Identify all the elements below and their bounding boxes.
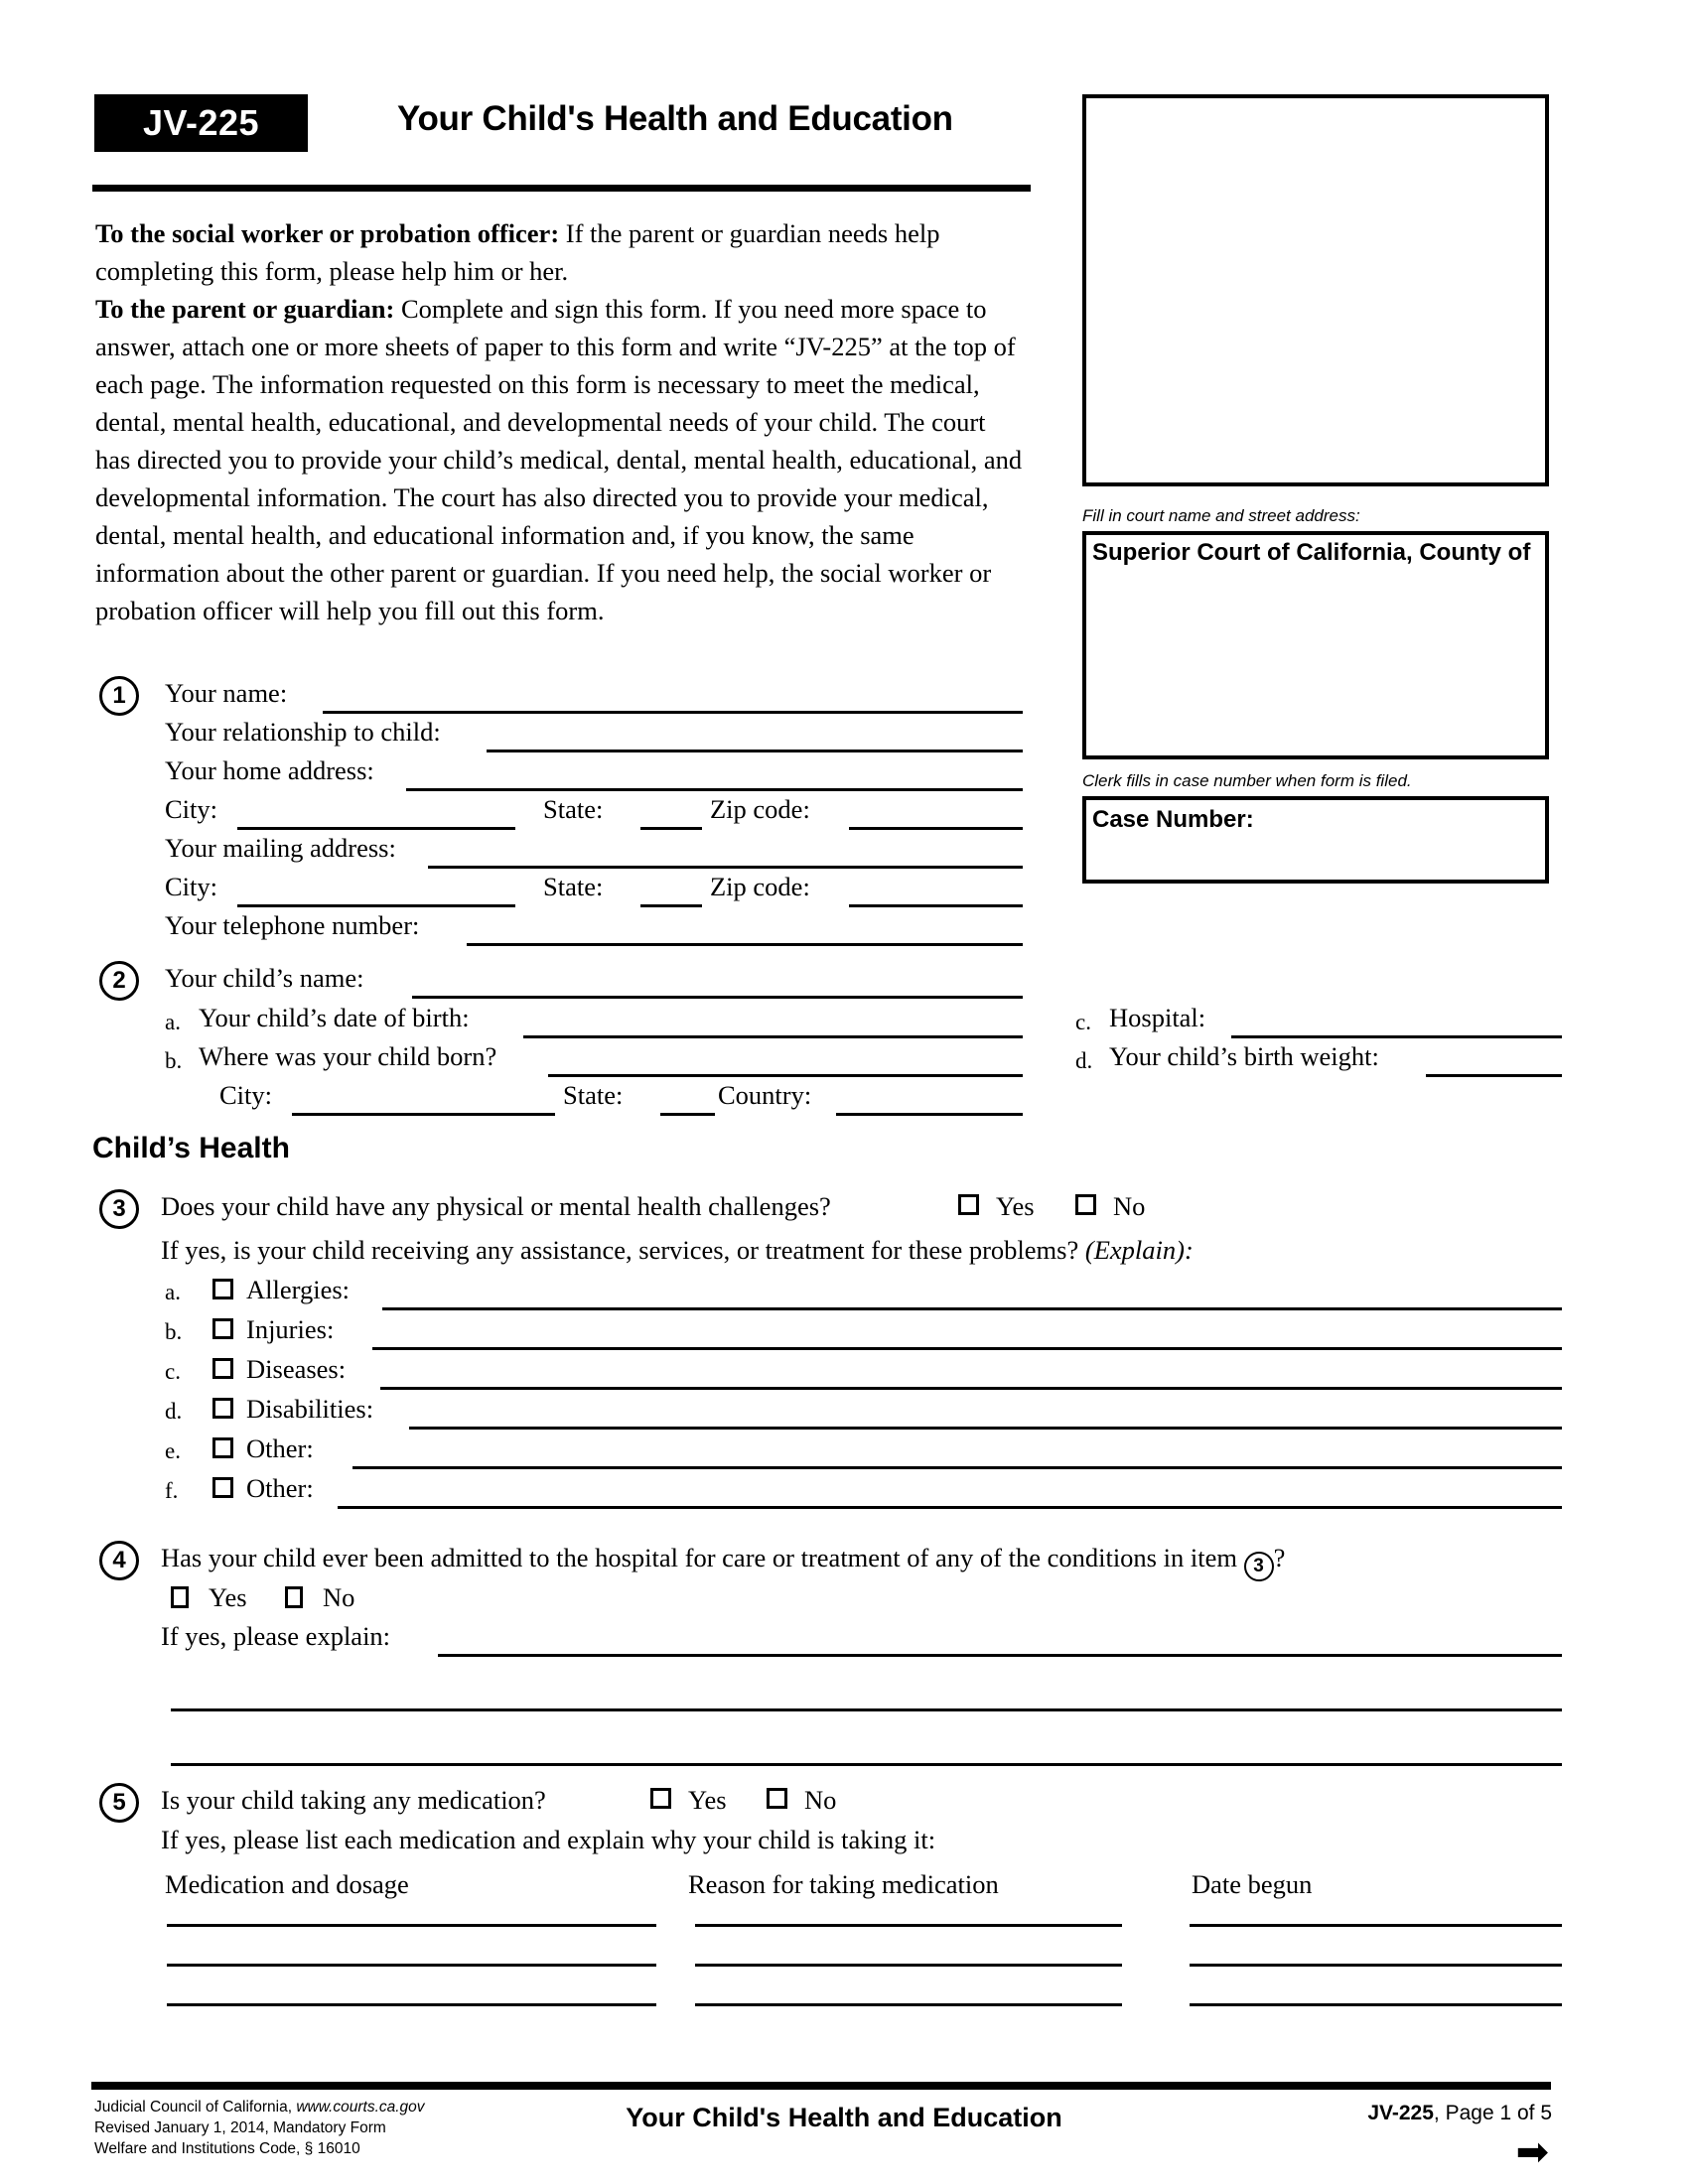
- label-item5-followup: If yes, please list each medication and explain why your child is taking it:: [161, 1825, 936, 1854]
- question-health-challenges: Does your child have any physical or mental health challenges?: [161, 1191, 831, 1221]
- question-medication: Is your child taking any medication?: [161, 1785, 546, 1815]
- field-birth-country[interactable]: [836, 1113, 1023, 1116]
- label-diseases: Diseases:: [246, 1354, 347, 1384]
- label-2b-letter: b.: [165, 1048, 183, 1073]
- clerk-stamp-box[interactable]: [1082, 94, 1549, 486]
- checkbox-allergies[interactable]: [212, 1279, 233, 1299]
- label-home-state: State:: [543, 794, 604, 824]
- label-3b-letter: b.: [165, 1319, 183, 1344]
- field-mailing-zip[interactable]: [849, 904, 1023, 907]
- footer-page-info: [1367, 2102, 1552, 2125]
- label-3a-letter: a.: [165, 1280, 181, 1304]
- field-mailing-state[interactable]: [640, 904, 702, 907]
- footer-line-2: Revised January 1, 2014, Mandatory Form: [94, 2119, 386, 2136]
- label-item4-explain: If yes, please explain:: [161, 1621, 391, 1651]
- field-medication-r3c1[interactable]: [167, 2003, 656, 2006]
- question-item3-explain: (Explain):: [1084, 1235, 1194, 1265]
- checkbox-item4-no[interactable]: [285, 1586, 303, 1608]
- label-child-dob: Your child’s date of birth:: [199, 1003, 470, 1032]
- checkbox-item5-yes[interactable]: [650, 1788, 671, 1809]
- field-home-address[interactable]: [406, 788, 1023, 791]
- label-item5-no: No: [804, 1785, 837, 1815]
- field-injuries[interactable]: [372, 1347, 1562, 1350]
- item-4-number: 4: [99, 1541, 139, 1580]
- label-item3-no: No: [1113, 1191, 1146, 1221]
- column-header-reason: Reason for taking medication: [688, 1869, 999, 1899]
- instruction-social-worker-bold: To the social worker or probation officer:: [95, 218, 560, 248]
- checkbox-item4-yes[interactable]: [171, 1586, 189, 1608]
- label-3d-letter: d.: [165, 1399, 183, 1424]
- footer-form-number: JV-225: [1367, 2102, 1434, 2124]
- label-home-city: City:: [165, 794, 218, 824]
- label-item3-yes: Yes: [996, 1191, 1035, 1221]
- field-medication-r3c3[interactable]: [1190, 2003, 1562, 2006]
- field-child-dob[interactable]: [523, 1035, 1023, 1038]
- label-disabilities: Disabilities:: [246, 1394, 374, 1424]
- label-child-name: Your child’s name:: [165, 963, 364, 993]
- field-hospital[interactable]: [1231, 1035, 1562, 1038]
- checkbox-injuries[interactable]: [212, 1318, 233, 1339]
- header-divider: [92, 185, 1031, 192]
- field-medication-r1c2[interactable]: [695, 1924, 1122, 1927]
- question-item3-followup: [161, 1237, 1194, 1264]
- field-medication-r1c1[interactable]: [167, 1924, 656, 1927]
- label-mailing-city: City:: [165, 872, 218, 901]
- label-child-birthplace: Where was your child born?: [199, 1041, 497, 1071]
- field-item4-explain-line-3[interactable]: [171, 1763, 1562, 1766]
- question-hospital-admission-text: Has your child ever been admitted to the hospital for care or treatment of any of the conditions in item: [161, 1543, 1237, 1572]
- label-3f-letter: f.: [165, 1478, 179, 1503]
- footer-line-3: Welfare and Institutions Code, § 16010: [94, 2140, 360, 2157]
- instruction-social-worker-text: If the parent or guardian needs help completing this form, please help him or her.: [95, 218, 940, 286]
- label-home-zip: Zip code:: [710, 794, 810, 824]
- label-birth-country: Country:: [718, 1080, 812, 1110]
- checkbox-diseases[interactable]: [212, 1358, 233, 1379]
- label-item4-no: No: [323, 1582, 355, 1612]
- form-number-badge: JV-225: [94, 94, 308, 152]
- field-other-1[interactable]: [352, 1466, 1562, 1469]
- checkbox-other-2[interactable]: [212, 1477, 233, 1498]
- label-birth-city: City:: [219, 1080, 273, 1110]
- field-allergies[interactable]: [382, 1307, 1562, 1310]
- field-telephone[interactable]: [467, 943, 1023, 946]
- label-birth-weight: Your child’s birth weight:: [1109, 1041, 1379, 1071]
- label-2c-letter: c.: [1075, 1010, 1091, 1034]
- instruction-parent-bold: To the parent or guardian:: [95, 294, 395, 324]
- field-medication-r2c3[interactable]: [1190, 1964, 1562, 1967]
- checkbox-disabilities[interactable]: [212, 1398, 233, 1419]
- field-mailing-address[interactable]: [428, 866, 1023, 869]
- field-home-city[interactable]: [237, 827, 515, 830]
- field-birth-city[interactable]: [292, 1113, 555, 1116]
- item-1-number: 1: [99, 676, 139, 716]
- label-home-address: Your home address:: [165, 755, 374, 785]
- label-other-1: Other:: [246, 1433, 314, 1463]
- label-telephone: Your telephone number:: [165, 910, 420, 940]
- checkbox-item3-yes[interactable]: [958, 1194, 979, 1215]
- label-allergies: Allergies:: [246, 1275, 351, 1304]
- item-3-reference: 3: [1244, 1552, 1274, 1581]
- field-medication-r3c2[interactable]: [695, 2003, 1122, 2006]
- checkbox-other-1[interactable]: [212, 1437, 233, 1458]
- label-your-name: Your name:: [165, 678, 288, 708]
- checkbox-item3-no[interactable]: [1075, 1194, 1096, 1215]
- instruction-parent-text: Complete and sign this form. If you need more space to answer, attach one or more sheets of paper to this form and write “JV-225” at the top of each page. The information requested on this form is necessary to meet the medical, dental, mental health, educational, and developmental needs of your child. The court has directed you to provide your child’s medical, dental, mental health, educational, and developmental information. The court has also directed you to provide your medical, dental, mental health, and educational information and, if you know, the same information about the other parent or guardian. If you need help, the social worker or probation officer will help you fill out this form.: [95, 294, 1023, 625]
- field-other-2[interactable]: [338, 1506, 1562, 1509]
- field-disabilities[interactable]: [409, 1427, 1562, 1430]
- label-injuries: Injuries:: [246, 1314, 335, 1344]
- label-mailing-address: Your mailing address:: [165, 833, 396, 863]
- footer-divider: [91, 2082, 1551, 2090]
- label-2a-letter: a.: [165, 1010, 181, 1034]
- question-hospital-admission: [161, 1545, 1285, 1581]
- next-page-arrow-icon: ➡: [1515, 2129, 1549, 2175]
- checkbox-item5-no[interactable]: [767, 1788, 787, 1809]
- label-birth-state: State:: [563, 1080, 624, 1110]
- field-item4-explain-line-2[interactable]: [171, 1708, 1562, 1711]
- label-relationship-to-child: Your relationship to child:: [165, 717, 441, 747]
- label-item4-yes: Yes: [209, 1582, 247, 1612]
- label-mailing-zip: Zip code:: [710, 872, 810, 901]
- question-item3-followup-text: If yes, is your child receiving any assistance, services, or treatment for these problems?: [161, 1235, 1079, 1265]
- field-mailing-city[interactable]: [237, 904, 515, 907]
- label-3e-letter: e.: [165, 1438, 181, 1463]
- instruction-parent: [95, 290, 1024, 629]
- field-medication-r1c3[interactable]: [1190, 1924, 1562, 1927]
- label-3c-letter: c.: [165, 1359, 181, 1384]
- field-home-state[interactable]: [640, 827, 702, 830]
- field-child-name[interactable]: [412, 996, 1023, 999]
- column-header-medication: Medication and dosage: [165, 1869, 409, 1899]
- label-mailing-state: State:: [543, 872, 604, 901]
- field-item4-explain-line-1[interactable]: [438, 1654, 1562, 1657]
- field-your-name[interactable]: [323, 711, 1023, 714]
- footer-title: Your Child's Health and Education: [626, 2103, 1062, 2132]
- label-item5-yes: Yes: [688, 1785, 727, 1815]
- page-title: Your Child's Health and Education: [397, 99, 953, 138]
- item-5-number: 5: [99, 1783, 139, 1823]
- label-2d-letter: d.: [1075, 1048, 1093, 1073]
- item-3-number: 3: [99, 1189, 139, 1229]
- section-heading-childs-health: Child’s Health: [92, 1132, 290, 1164]
- field-birth-weight[interactable]: [1426, 1074, 1562, 1077]
- instruction-social-worker: [95, 214, 1019, 290]
- case-number-caption: Clerk fills in case number when form is filed.: [1082, 771, 1412, 790]
- label-other-2: Other:: [246, 1473, 314, 1503]
- label-hospital: Hospital:: [1109, 1003, 1206, 1032]
- footer-url: www.courts.ca.gov: [296, 2099, 425, 2116]
- court-name-label: Superior Court of California, County of: [1092, 539, 1531, 566]
- field-medication-r2c1[interactable]: [167, 1964, 656, 1967]
- item-2-number: 2: [99, 961, 139, 1001]
- case-number-label: Case Number:: [1092, 806, 1254, 833]
- field-child-birthplace[interactable]: [548, 1074, 1023, 1077]
- footer-council: Judicial Council of California,: [94, 2099, 297, 2116]
- column-header-date-begun: Date begun: [1192, 1869, 1313, 1899]
- field-birth-state[interactable]: [660, 1113, 715, 1116]
- question-hospital-admission-mark: ?: [1273, 1543, 1286, 1572]
- court-name-caption: Fill in court name and street address:: [1082, 506, 1360, 525]
- footer-page-number: , Page 1 of 5: [1433, 2102, 1552, 2124]
- field-diseases[interactable]: [380, 1387, 1562, 1390]
- field-home-zip[interactable]: [849, 827, 1023, 830]
- field-medication-r2c2[interactable]: [695, 1964, 1122, 1967]
- field-relationship-to-child[interactable]: [487, 750, 1023, 752]
